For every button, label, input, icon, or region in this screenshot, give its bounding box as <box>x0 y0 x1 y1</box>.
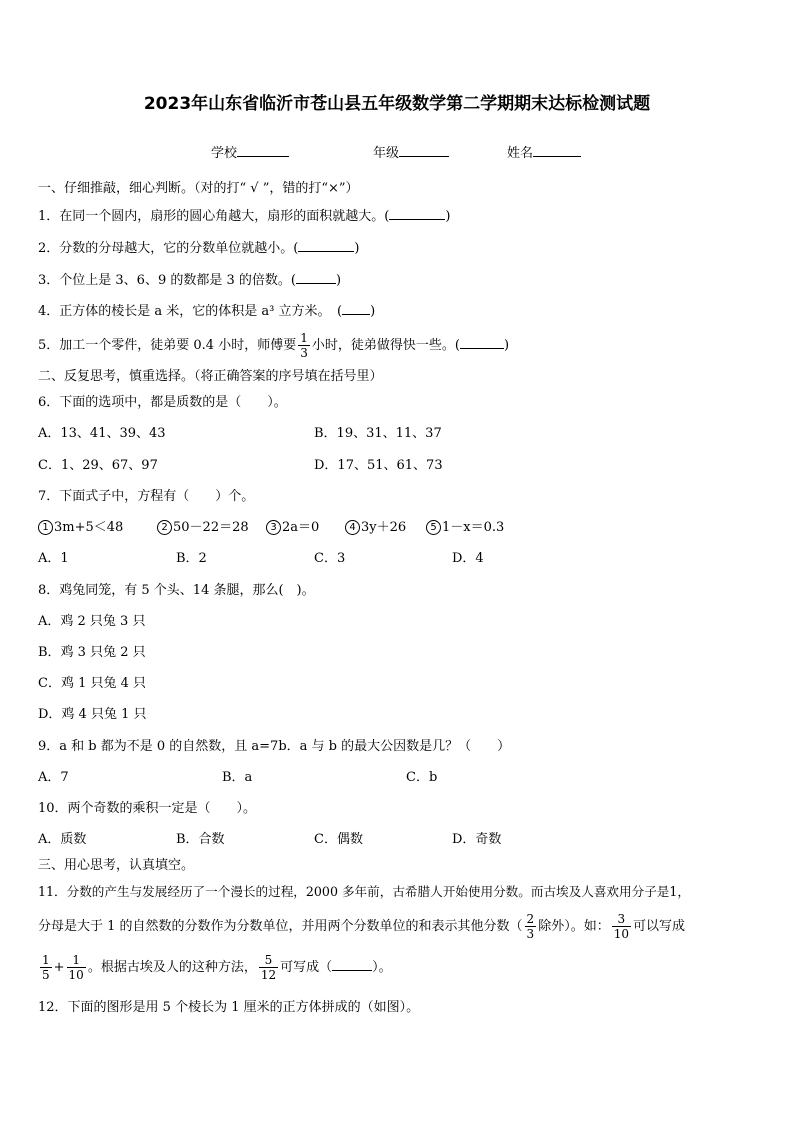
question-11-text: 。根据古埃及人的这种方法， <box>87 960 257 975</box>
circled-number: 4 <box>345 520 360 535</box>
fraction-one-third <box>298 331 310 360</box>
question-11-text: 可写成（ <box>280 960 333 975</box>
option-7b[interactable]: B．2 <box>176 551 207 566</box>
question-6: 6．下面的选项中，都是质数的是（ ）。 <box>38 395 287 410</box>
option-8b[interactable]: B．鸡 3 只兔 2 只 <box>38 645 146 660</box>
fraction-numerator: 1 <box>300 331 308 345</box>
question-3-end: ) <box>335 273 342 288</box>
fraction-numerator: 3 <box>612 912 631 927</box>
school-blank[interactable] <box>237 144 289 157</box>
expression-text: 2a＝0 <box>282 520 320 535</box>
question-3 <box>38 271 341 289</box>
expression-text: 50－22＝28 <box>173 520 249 535</box>
expression-text: 1－x＝0.3 <box>442 520 505 535</box>
fraction-denominator: 10 <box>613 927 629 941</box>
question-11-text: 可以写成 <box>632 919 685 934</box>
question-11-line-1: 11．分数的产生与发展经历了一个漫长的过程，2000 多年前，古希腊人开始使用分数。而古埃及人喜欢用分子是1， <box>38 884 690 899</box>
option-10a[interactable]: A．质数 <box>38 832 87 847</box>
expression-text: 3m+5＜48 <box>54 520 124 535</box>
section-3-heading: 三、用心思考，认真填空。 <box>38 858 195 873</box>
question-2 <box>38 239 359 257</box>
question-1 <box>38 207 450 225</box>
fraction-numerator: 2 <box>526 912 535 926</box>
option-7a[interactable]: A．1 <box>38 551 69 566</box>
expression-1 <box>38 520 123 536</box>
name-label: 姓名 <box>507 146 534 161</box>
option-9b[interactable]: B．a <box>222 770 253 785</box>
fraction-numerator: 1 <box>42 953 50 967</box>
fraction-one-fifth <box>40 953 52 982</box>
question-5 <box>38 330 509 362</box>
question-5-text-b: 小时，徒弟做得快一些。( <box>311 338 460 353</box>
expression-5 <box>426 520 504 536</box>
question-4-text: 4．正方体的棱长是 a 米，它的体积是 a³ 立方米。 ( <box>38 304 343 319</box>
page-title: 2023年山东省临沂市苍山县五年级数学第二学期期末达标检测试题 <box>143 94 651 114</box>
question-4 <box>38 302 375 320</box>
option-9a[interactable]: A．7 <box>38 770 69 785</box>
grade-field <box>373 142 449 161</box>
option-8c[interactable]: C．鸡 1 只兔 4 只 <box>38 676 147 691</box>
option-7c[interactable]: C．3 <box>314 551 346 566</box>
name-field <box>507 142 581 161</box>
question-3-text: 3．个位上是 3、6、9 的数都是 3 的倍数。( <box>38 273 296 288</box>
fraction-two-thirds <box>525 912 537 941</box>
answer-blank[interactable] <box>342 302 370 315</box>
fraction-denominator: 5 <box>42 968 50 982</box>
circled-number: 3 <box>266 520 281 535</box>
answer-blank[interactable] <box>460 336 504 349</box>
answer-blank[interactable] <box>332 958 372 971</box>
option-10b[interactable]: B．合数 <box>176 832 225 847</box>
fraction-denominator: 3 <box>300 346 308 360</box>
question-2-end: ) <box>354 241 360 256</box>
question-1-text: 1．在同一个圆内，扇形的圆心角越大，扇形的面积就越大。( <box>38 209 390 224</box>
section-1-heading: 一、仔细推敲，细心判断。（对的打“ √ ”，错的打“×”） <box>38 181 359 196</box>
expression-3 <box>266 520 319 536</box>
question-4-end: ) <box>370 304 376 319</box>
question-1-end: ) <box>445 209 451 224</box>
answer-blank[interactable] <box>298 239 354 252</box>
grade-label: 年级 <box>373 146 400 161</box>
school-field <box>211 142 289 161</box>
section-2-heading: 二、反复思考，慎重选择。（将正确答案的序号填在括号里） <box>38 369 383 384</box>
question-9: 9．a 和 b 都为不是 0 的自然数，且 a=7b．a 与 b 的最大公因数是几？（ ） <box>38 739 511 754</box>
option-10d[interactable]: D．奇数 <box>452 832 502 847</box>
option-8a[interactable]: A．鸡 2 只兔 3 只 <box>38 614 146 629</box>
option-8d[interactable]: D．鸡 4 只兔 1 只 <box>38 707 147 722</box>
option-10c[interactable]: C．偶数 <box>314 832 363 847</box>
circled-number: 5 <box>426 520 441 535</box>
option-6b[interactable]: B．19、31、11、37 <box>314 426 442 441</box>
option-6d[interactable]: D．17、51、61、73 <box>314 458 443 473</box>
fraction-five-twelfths <box>259 953 278 982</box>
question-5-end: ) <box>503 338 510 353</box>
question-11-line-2 <box>38 910 685 944</box>
question-8: 8．鸡兔同笼，有 5 个头、14 条腿，那么( )。 <box>38 583 315 598</box>
question-10: 10．两个奇数的乘积一定是（ ）。 <box>38 801 257 816</box>
fraction-denominator: 10 <box>68 968 84 982</box>
name-blank[interactable] <box>533 144 581 157</box>
expression-text: 3y＋26 <box>361 520 407 535</box>
fraction-numerator: 5 <box>259 953 278 968</box>
question-12: 12．下面的图形是用 5 个棱长为 1 厘米的正方体拼成的（如图）。 <box>38 1000 420 1015</box>
question-2-text: 2．分数的分母越大，它的分数单位就越小。( <box>38 241 299 256</box>
expression-4 <box>345 520 406 536</box>
option-9c[interactable]: C．b <box>406 770 438 785</box>
question-11-text: ）。 <box>372 960 392 975</box>
question-5-text-a: 5．加工一个零件，徒弟要 0.4 小时，师傅要 <box>38 338 297 353</box>
question-7: 7．下面式子中，方程有（ ）个。 <box>38 489 255 504</box>
option-7d[interactable]: D．4 <box>452 551 484 566</box>
option-6a[interactable]: A．13、41、39、43 <box>38 426 166 441</box>
answer-blank[interactable] <box>296 271 336 284</box>
fraction-numerator: 1 <box>67 953 86 968</box>
expression-2 <box>157 520 249 536</box>
circled-number: 1 <box>38 520 53 535</box>
question-11-line-3 <box>38 951 392 985</box>
question-11-text: 分母是大于 1 的自然数的分数作为分数单位，并用两个分数单位的和表示其他分数（ <box>38 919 523 934</box>
circled-number: 2 <box>157 520 172 535</box>
question-11-text: 除外）。如： <box>538 919 610 934</box>
answer-blank[interactable] <box>389 207 445 220</box>
fraction-one-tenth <box>67 953 86 982</box>
fraction-denominator: 3 <box>526 927 535 941</box>
option-6c[interactable]: C．1、29、67、97 <box>38 458 158 473</box>
grade-blank[interactable] <box>399 144 449 157</box>
fraction-denominator: 12 <box>260 968 277 982</box>
plus-sign: + <box>53 960 65 975</box>
fraction-three-tenths <box>612 912 631 941</box>
school-label: 学校 <box>211 146 238 161</box>
